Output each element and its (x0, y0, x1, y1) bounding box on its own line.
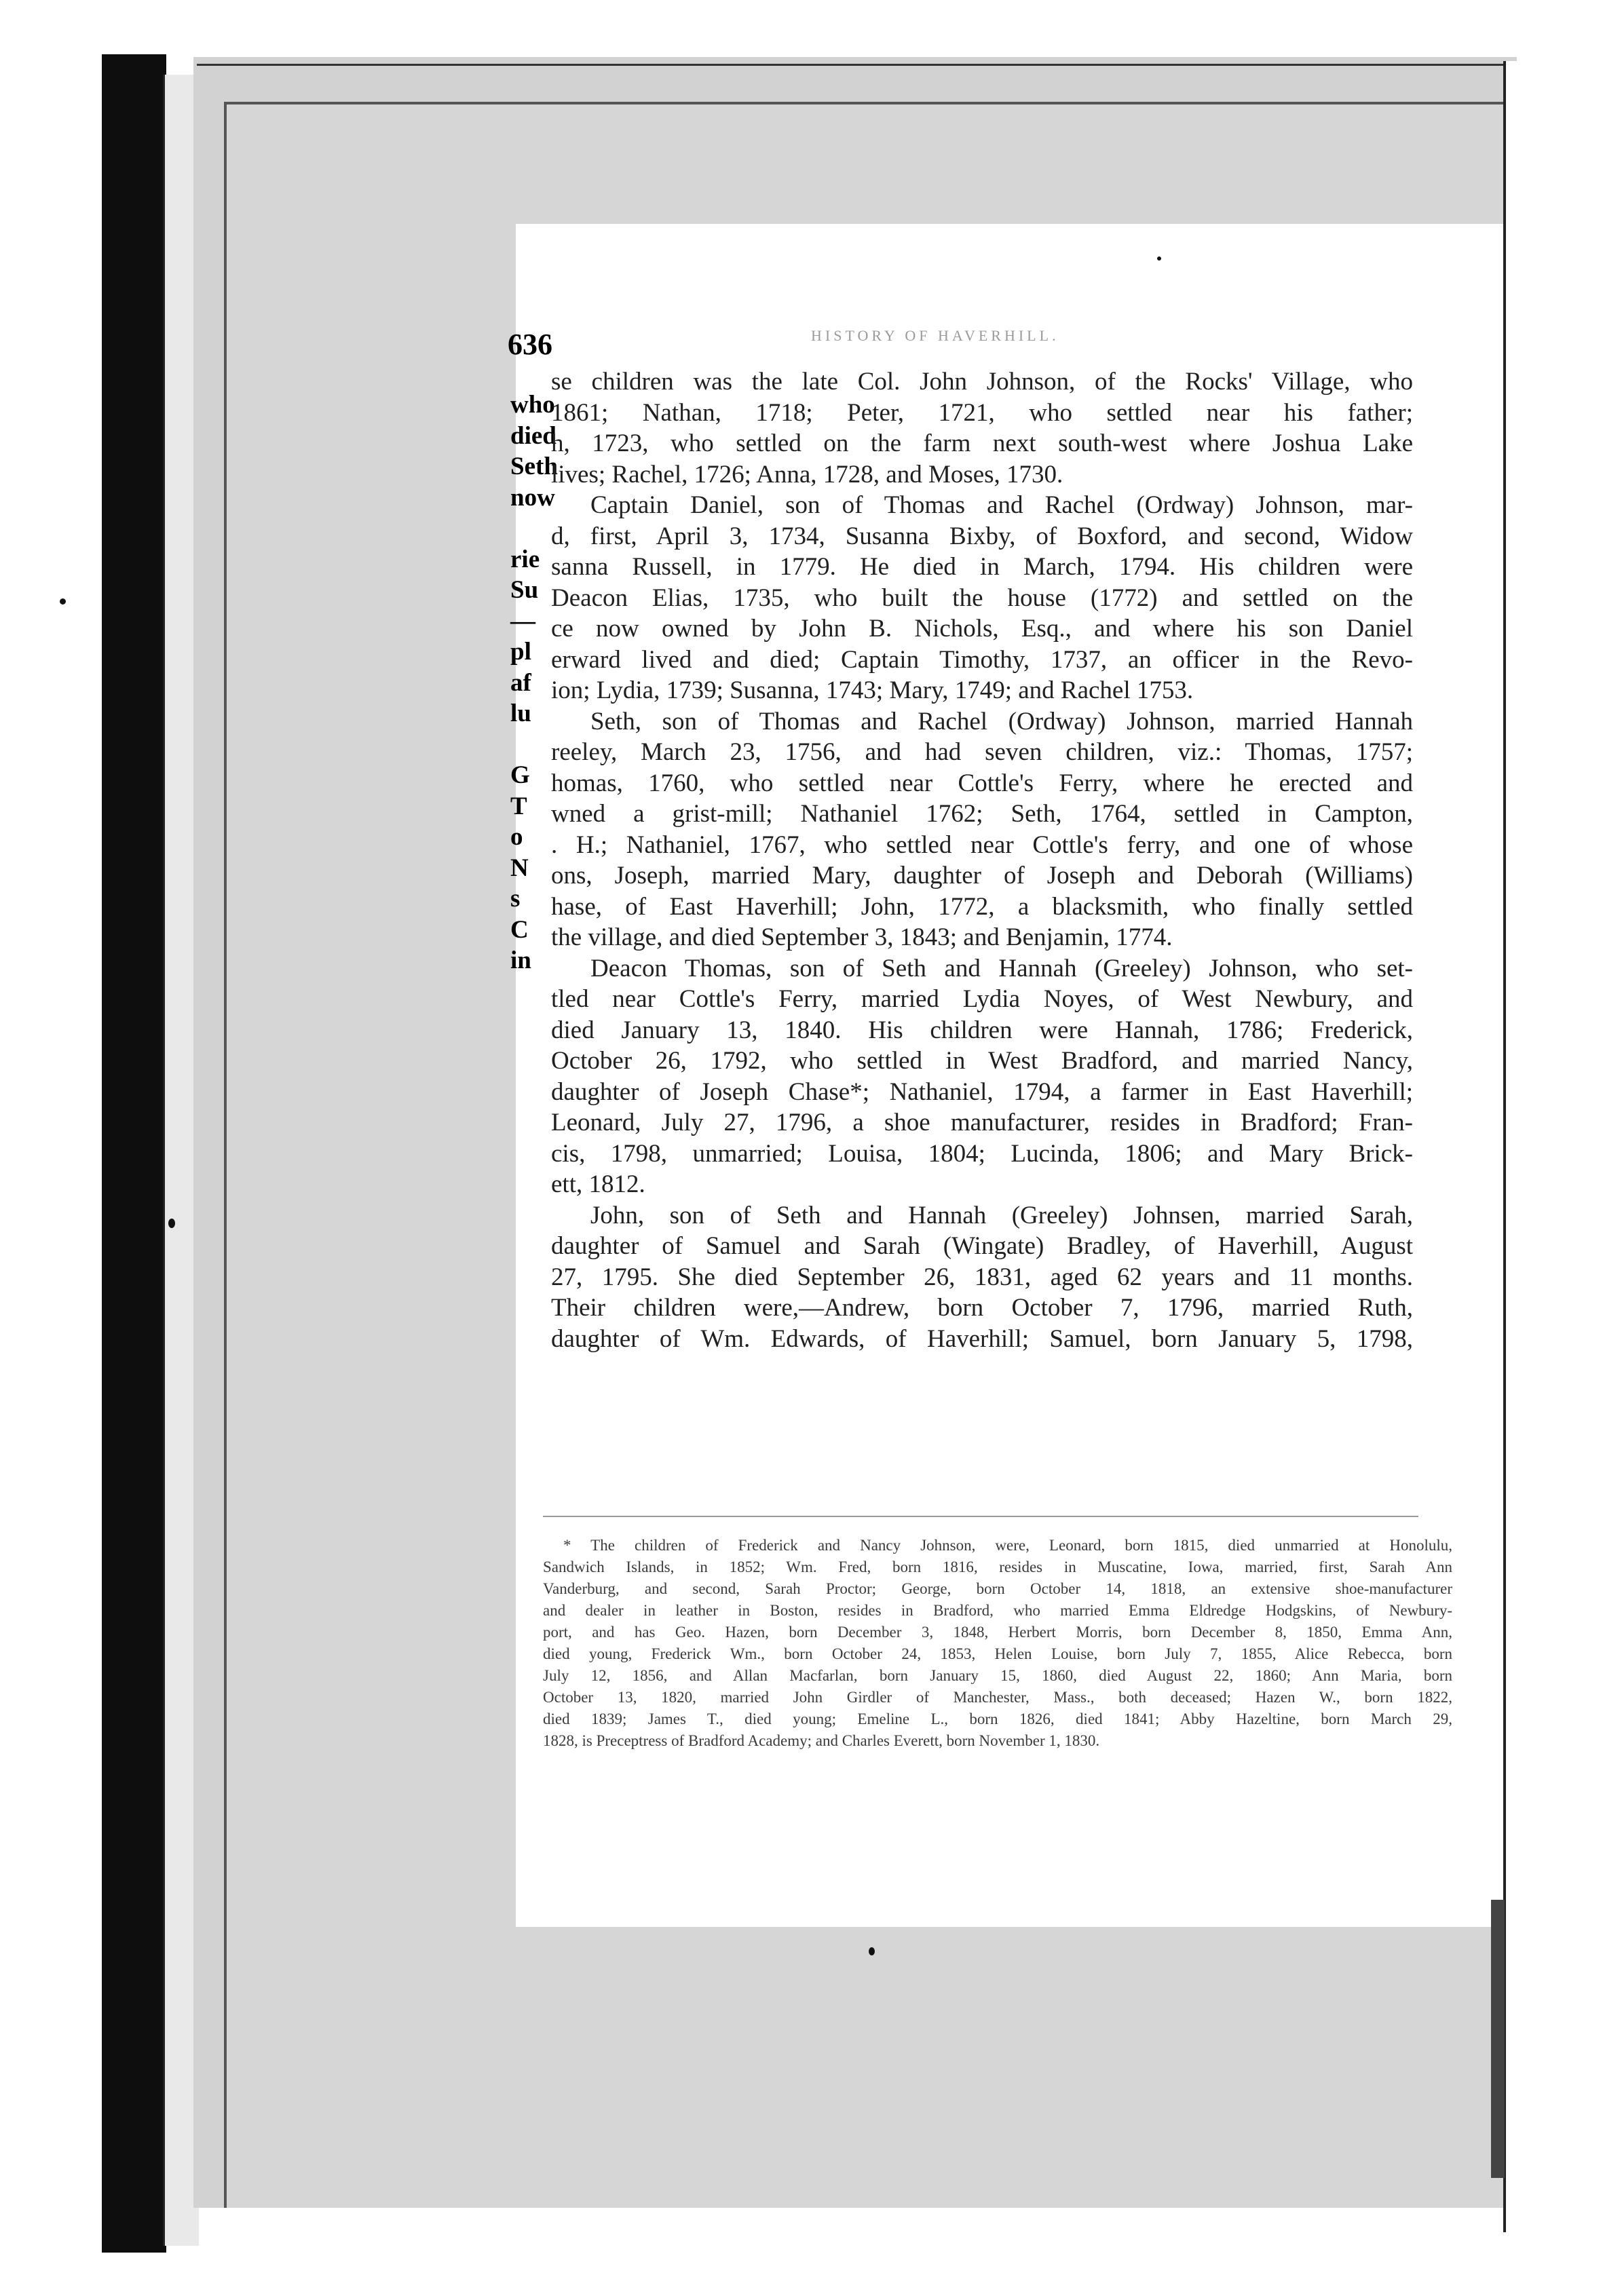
body-line: hase, of East Haverhill; John, 1772, a blacksmith, who finally settled (551, 892, 1413, 921)
left-fragment (510, 729, 551, 761)
body-line: October 26, 1792, who settled in West Bradford, and married Nancy, (551, 1047, 1413, 1075)
body-line: Deacon Thomas, son of Seth and Hannah (Greeley) Johnson, who set- (590, 954, 1413, 982)
left-fragment: Seth (510, 453, 558, 480)
running-head: HISTORY OF HAVERHILL. (811, 327, 1059, 344)
body-line: Deacon Elias, 1735, who built the house (1772) and settled on the (551, 583, 1413, 612)
body-line: the village, and died September 3, 1843; and Benjamin, 1774. (551, 923, 1173, 951)
footnote-line: port, and has Geo. Hazen, born December 3, 1848, Herbert Morris, born December 8, 1850, Emma Ann, (543, 1624, 1452, 1641)
body-line: Leonard, July 27, 1796, a shoe manufacturer, resides in Bradford; Fran- (551, 1109, 1413, 1136)
body-line: ion; Lydia, 1739; Susanna, 1743; Mary, 1749; and Rachel 1753. (551, 676, 1194, 704)
scan-speck (168, 1219, 175, 1228)
scan-speck (60, 598, 66, 605)
footnote-line: and dealer in leather in Boston, resides in Bradford, who married Emma Eldredge Hodgskins, of Newbury- (543, 1602, 1452, 1619)
body-line: ett, 1812. (551, 1170, 645, 1198)
left-fragment: who (510, 391, 555, 419)
footnote-rule (543, 1516, 1418, 1517)
left-fragment: N (510, 854, 529, 882)
body-line: sanna Russell, in 1779. He died in March, 1794. His children were (551, 553, 1413, 581)
left-fragment: C (510, 915, 529, 944)
body-line: h, 1723, who settled on the farm next south-west where Joshua Lake (551, 429, 1413, 457)
left-fragment: s (510, 885, 521, 913)
book-binding (102, 54, 166, 2253)
left-fragment: pl (510, 638, 531, 666)
left-fragment: T (510, 792, 527, 820)
body-line: Their children were,—Andrew, born October 7, 1796, married Ruth, (551, 1294, 1413, 1322)
right-page-shadow (1491, 1900, 1505, 2178)
left-fragment: Su (510, 576, 539, 604)
footnote-line: October 13, 1820, married John Girdler of Manchester, Mass., both deceased; Hazen W., born 1822, (543, 1689, 1452, 1706)
footnote-line: Vanderburg, and second, Sarah Proctor; George, born October 14, 1818, an extensive shoe-manufacturer (543, 1580, 1452, 1597)
body-line: lives; Rachel, 1726; Anna, 1728, and Moses, 1730. (551, 460, 1063, 489)
body-line: John, son of Seth and Hannah (Greeley) Johnsen, married Sarah, (590, 1201, 1413, 1229)
footnote-line: died 1839; James T., died young; Emeline L., born 1826, died 1841; Abby Hazeltine, born March 29, (543, 1710, 1452, 1727)
body-line: 1861; Nathan, 1718; Peter, 1721, who settled near his father; (551, 398, 1413, 427)
scan-speck (869, 1947, 875, 1955)
footnote-line: * The children of Frederick and Nancy Johnson, were, Leonard, born 1815, died unmarried at Honolulu, (563, 1537, 1452, 1554)
body-line: ons, Joseph, married Mary, daughter of Joseph and Deborah (Williams) (551, 862, 1413, 889)
body-line: daughter of Samuel and Sarah (Wingate) Bradley, of Haverhill, August (551, 1232, 1413, 1260)
page-top-edge (197, 54, 1513, 66)
left-fragment: lu (510, 700, 531, 727)
body-line: 27, 1795. She died September 26, 1831, aged 62 years and 11 months. (551, 1263, 1413, 1291)
left-fragment: rie (510, 545, 540, 573)
footnote-line: Sandwich Islands, in 1852; Wm. Fred, born 1816, resides in Muscatine, Iowa, married, first, Sarah Ann (543, 1558, 1452, 1575)
footnote-line: July 12, 1856, and Allan Macfarlan, born January 15, 1860, died August 22, 1860; Ann Maria, born (543, 1667, 1452, 1684)
left-fragment: in (510, 946, 531, 974)
body-line: Captain Daniel, son of Thomas and Rachel (Ordway) Johnson, mar- (590, 491, 1413, 519)
body-line: died January 13, 1840. His children were Hannah, 1786; Frederick, (551, 1016, 1413, 1044)
page-number: 636 (508, 328, 552, 361)
left-fragment: — (510, 607, 535, 635)
body-line: d, first, April 3, 1734, Susanna Bixby, of Boxford, and second, Widow (551, 522, 1413, 550)
right-adjacent-page (1503, 61, 1622, 2232)
body-line: daughter of Joseph Chase*; Nathaniel, 1794, a farmer in East Haverhill; (551, 1077, 1413, 1106)
body-line: se children was the late Col. John Johnson, of the Rocks' Village, who (551, 368, 1413, 396)
scan-speck (1157, 256, 1161, 261)
left-fragment: died (510, 421, 557, 450)
body-line: Seth, son of Thomas and Rachel (Ordway) Johnson, married Hannah (590, 707, 1413, 735)
footnotes (543, 1535, 1452, 1752)
body-line: homas, 1760, who settled near Cottle's Ferry, where he erected and (551, 769, 1413, 797)
body-line: . H.; Nathaniel, 1767, who settled near Cottle's ferry, and one of whose (551, 830, 1413, 859)
left-fragment: G (510, 761, 530, 789)
left-column-fragments (510, 389, 558, 976)
body-line: tled near Cottle's Ferry, married Lydia Noyes, of West Newbury, and (551, 985, 1413, 1013)
left-fragment: now (510, 483, 555, 512)
footnote-line: 1828, is Preceptress of Bradford Academy; and Charles Everett, born November 1, 1830. (543, 1732, 1100, 1749)
body-line: erward lived and died; Captain Timothy, 1737, an officer in the Revo- (551, 645, 1413, 674)
body-line: reeley, March 23, 1756, and had seven children, viz.: Thomas, 1757; (551, 738, 1413, 766)
left-fragment: o (510, 823, 523, 851)
body-line: ce now owned by John B. Nichols, Esq., and where his son Daniel (551, 615, 1413, 643)
body-text (551, 366, 1413, 1354)
left-fragment (510, 513, 551, 544)
left-fragment: af (510, 668, 531, 697)
footnote-line: died young, Frederick Wm., born October 24, 1853, Helen Louise, born July 7, 1855, Alice Rebecca, born (543, 1645, 1452, 1662)
body-line: cis, 1798, unmarried; Louisa, 1804; Lucinda, 1806; and Mary Brick- (551, 1139, 1413, 1168)
body-line: daughter of Wm. Edwards, of Haverhill; Samuel, born January 5, 1798, (551, 1324, 1413, 1353)
body-line: wned a grist-mill; Nathaniel 1762; Seth, 1764, settled in Campton, (551, 800, 1413, 828)
